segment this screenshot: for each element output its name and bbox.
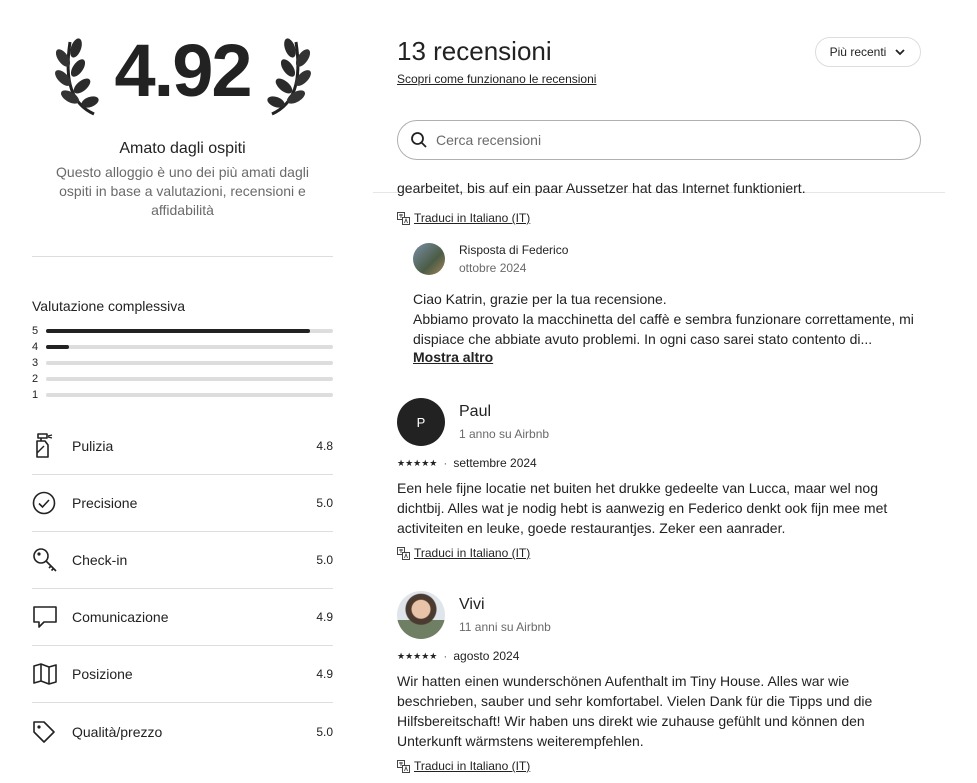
guest-favorite-title: Amato dagli ospiti: [119, 140, 246, 157]
rating-bar-fill: [46, 345, 69, 349]
category-rating-row: [32, 418, 333, 475]
reviewer-avatar[interactable]: [397, 591, 445, 639]
category-rating-row: [32, 532, 333, 589]
rating-level-label: 1: [32, 389, 39, 401]
rating-bar-fill: [46, 329, 310, 333]
translate-icon: [397, 760, 410, 773]
divider: [32, 256, 333, 257]
sort-label: Più recenti: [829, 45, 887, 59]
rating-distribution: [32, 323, 333, 403]
review-item: [397, 591, 921, 773]
rating-distribution-row: [32, 355, 333, 371]
rating-level-label: 2: [32, 373, 39, 385]
reviewer-tenure: 11 anni su Airbnb: [459, 620, 551, 634]
category-rating-row: [32, 646, 333, 703]
translate-link[interactable]: [397, 546, 921, 560]
rating-level-label: 4: [32, 341, 39, 353]
rating-bar: [46, 393, 333, 397]
review-text: Wir hatten einen wunderschönen Aufenthalt im Tiny House. Alles war wie beschrieben, sauber und sehr komfortabel. Vielen Dank für die Tipps und die Hilfsbereitschaft! Wir haben uns direkt wie zuhause gefühlt und können den Unterkunft wärmstens weiterempfehlen.: [397, 673, 873, 749]
rating-bar: [46, 377, 333, 381]
chat-bubble-icon: [32, 604, 72, 630]
category-name: Posizione: [72, 666, 133, 682]
rating-summary-panel: [32, 0, 333, 740]
category-name: Comunicazione: [72, 609, 169, 625]
guest-favorite-badge: [32, 0, 333, 120]
review-date: agosto 2024: [453, 649, 520, 663]
search-input[interactable]: [436, 132, 856, 148]
translate-icon: [397, 212, 410, 225]
star-rating: ★★★★★: [397, 650, 438, 661]
key-icon: [32, 547, 72, 573]
translate-link[interactable]: [397, 759, 921, 773]
rating-bar: [46, 361, 333, 365]
star-rating: ★★★★★: [397, 457, 438, 468]
separator-dot: ·: [443, 456, 448, 470]
reviewer-avatar[interactable]: [397, 398, 445, 446]
host-response-date: ottobre 2024: [459, 261, 527, 275]
category-name: Pulizia: [72, 438, 114, 454]
translate-label: Traduci in Italiano (IT): [414, 546, 531, 560]
category-name: Check-in: [72, 552, 128, 568]
translate-label: Traduci in Italiano (IT): [414, 759, 531, 773]
host-response-text: Ciao Katrin, grazie per la tua recensione. Abbiamo provato la macchinetta del caffè e sembra funzionare correttamente, mi dispiace che abbiate avuto problemi. In ogni caso sarei stato contento di...: [413, 291, 914, 347]
reviewer-name: Vivi: [459, 596, 485, 613]
spray-bottle-icon: [32, 433, 72, 459]
category-name: Precisione: [72, 495, 138, 511]
partial-review-text: gearbeitet, bis auf ein paar Aussetzer hat das Internet funktioniert.: [397, 180, 806, 196]
rating-level-label: 3: [32, 357, 39, 369]
category-name: Qualità/prezzo: [72, 723, 163, 740]
check-circle-icon: [32, 490, 72, 516]
rating-distribution-row: [32, 339, 333, 355]
chevron-down-icon: [894, 46, 906, 58]
category-score: 4.9: [316, 610, 333, 624]
show-more-link[interactable]: Mostra altro: [413, 349, 494, 365]
guest-favorite-description: Questo alloggio è uno dei più amati dagli ospiti in base a valutazioni, recensioni e affidabilità: [56, 164, 309, 218]
rating-bar: [46, 345, 333, 349]
overall-rating: 4.92: [114, 29, 251, 112]
category-score: 5.0: [316, 724, 333, 739]
translate-label: Traduci in Italiano (IT): [414, 211, 531, 225]
reviewer-tenure: 1 anno su Airbnb: [459, 427, 550, 441]
rating-distribution-row: [32, 387, 333, 403]
how-reviews-work-link[interactable]: Scopri come funzionano le recensioni: [397, 72, 597, 86]
category-score: 5.0: [316, 553, 333, 567]
reviews-list[interactable]: [397, 180, 957, 783]
host-response-name: Risposta di Federico: [459, 243, 569, 257]
rating-bar: [46, 329, 333, 333]
tag-icon: [32, 719, 72, 745]
category-score: 4.8: [316, 439, 333, 453]
category-ratings: [32, 418, 333, 760]
reviewer-name: Paul: [459, 403, 492, 420]
category-score: 5.0: [316, 496, 333, 510]
host-avatar[interactable]: [413, 243, 445, 275]
search-icon: [410, 131, 428, 149]
separator-dot: ·: [443, 649, 448, 663]
rating-level-label: 5: [32, 325, 39, 337]
laurel-right-icon: [262, 34, 312, 118]
review-item: [397, 398, 921, 560]
reviewer-initial: P: [416, 414, 426, 430]
review-date: settembre 2024: [453, 456, 537, 470]
translate-link[interactable]: [397, 211, 530, 225]
category-rating-row: [32, 703, 333, 760]
category-rating-row: [32, 475, 333, 532]
rating-distribution-row: [32, 323, 333, 339]
map-icon: [32, 661, 72, 687]
host-response: [413, 243, 923, 365]
rating-distribution-row: [32, 371, 333, 387]
category-rating-row: [32, 589, 333, 646]
category-score: 4.9: [316, 667, 333, 681]
review-text: Een hele fijne locatie net buiten het drukke gedeelte van Lucca, maar wel nog dichtbij. Alles wat je nodig hebt is aanwezig en Federico denkt ook fijn mee met activiteiten en leuke, goede restaurantjes. Zeker een aanrader.: [397, 480, 888, 536]
reviews-count-title: 13 recensioni: [397, 36, 552, 66]
search-reviews-box[interactable]: [397, 120, 921, 160]
translate-icon: [397, 547, 410, 560]
sort-dropdown-button[interactable]: [815, 37, 921, 67]
overall-rating-title: Valutazione complessiva: [32, 298, 186, 314]
